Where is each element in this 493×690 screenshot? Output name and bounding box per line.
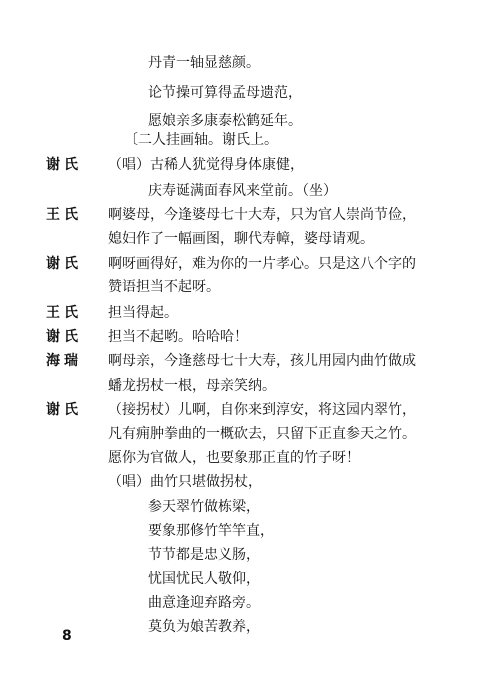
speaker-label: 王氏 [46,207,82,223]
dialogue-line: 担当得起。 [108,305,178,321]
dialogue-line: 赞语担当不起呀。 [108,279,220,295]
verse-line: 庆寿诞满面春风来堂前。（坐） [148,183,337,199]
verse-line: 论节操可算得孟母遗范， [148,85,302,101]
speaker-label: 谢氏 [46,256,82,272]
stage-direction: 〔二人挂画轴。谢氏上。 [124,132,278,148]
speaker-label: 谢氏 [46,402,82,418]
dialogue-line: 啊母亲，今逢慈母七十大寿，孩儿用园内曲竹做成 [108,353,416,369]
verse-line: 曲意逢迎弃路旁。 [148,595,260,611]
dialogue-line: 啊呀画得好，难为你的一片孝心。只是这八个字的 [108,256,416,272]
dialogue-line: （唱）古稀人犹觉得身体康健， [108,157,304,173]
dialogue-line: 愿你为官做人，也要象那正直的竹子呀！ [108,450,360,466]
verse-line: 丹青一轴显慈颜。 [148,55,260,71]
verse-line: 愿娘亲多康泰松鹤延年。 [148,113,302,129]
page-number: 8 [62,628,72,644]
dialogue-line: 蟠龙拐杖一根，母亲笑纳。 [108,378,276,394]
verse-line: 莫负为娘苦教养， [148,619,260,635]
verse-line: 节节都是忠义肠， [148,547,260,563]
speaker-label: 谢氏 [46,329,82,345]
speaker-label: 海瑞 [46,353,82,369]
dialogue-line: 啊婆母，今逢婆母七十大寿，只为官人崇尚节俭， [108,207,416,223]
verse-line: 忧国忧民人敬仰， [148,571,260,587]
verse-line: （唱）曲竹只堪做拐杖， [108,474,262,490]
speaker-label: 谢氏 [46,157,82,173]
dialogue-line: （接拐杖）儿啊，自你来到淳安，将这园内翠竹， [108,402,416,418]
verse-line: 要象那修竹竿竿直， [148,523,274,539]
speaker-label: 王氏 [46,305,82,321]
verse-line: 参天翠竹做栋梁， [148,499,260,515]
dialogue-line: 媳妇作了一幅画图，聊代寿幛，婆母请观。 [108,231,374,247]
dialogue-line: 凡有痈肿拳曲的一概砍去，只留下正直参天之竹。 [108,426,416,442]
dialogue-line: 担当不起哟。哈哈哈！ [108,329,248,345]
